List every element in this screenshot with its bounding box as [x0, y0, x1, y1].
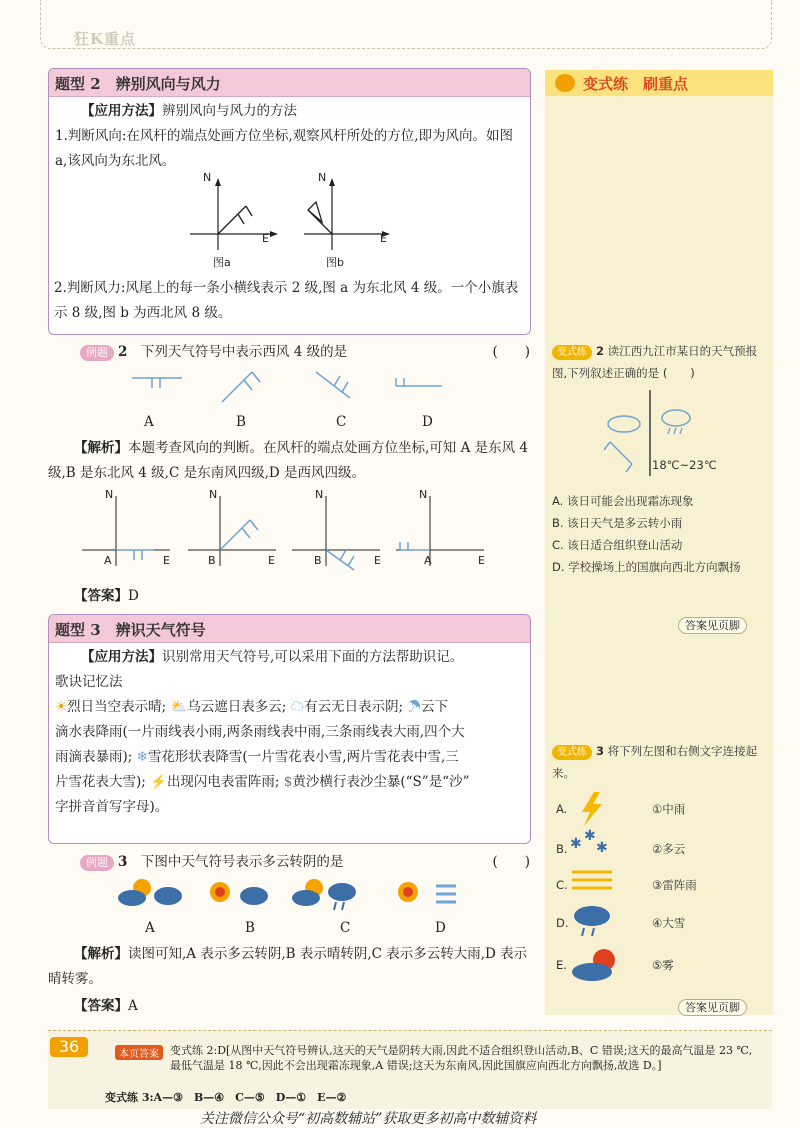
- v2-answer-button-label: 答案见页脚: [678, 617, 747, 634]
- v3-word-3: ③雷阵雨: [652, 878, 697, 892]
- ex3-question: 下图中天气符号表示多云转阴的是: [140, 854, 344, 870]
- ex3-answer-row: [74, 994, 138, 1019]
- ex2-analysis: 本题考查风向的判断。在风杆的端点处画方位坐标,可知 A 是东风 4 级,B 是东北风 4 级,C 是东南风四级,D 是西风四级。: [48, 440, 529, 481]
- right-header-title: 变式练 刷重点: [583, 75, 689, 93]
- snowflakes-icon: [570, 828, 608, 856]
- ex3-option-d: D: [435, 920, 446, 936]
- ex2-fig4-e: E: [478, 554, 485, 567]
- type2-header: [49, 69, 530, 97]
- ex3-analysis-block: [48, 942, 530, 992]
- footer-answer-line1: 变式练 2:D[从图中天气符号辨认,这天的天气是阴转大雨,因此不适合组织登山活动,B、C 错误;这天的最高气温是 23 ℃,最低气温是 18 ℃,因此不会出现霜冻现象,A 错误;这天为东南风,因此国旗应向西北方向飘扬,故选 D。]: [170, 1044, 753, 1072]
- right-panel-header: [545, 70, 773, 96]
- ex2-num: 2: [118, 344, 128, 360]
- ex2-option-b: B: [236, 414, 246, 430]
- type3-line1: [55, 695, 524, 720]
- v3-answer-button-label: 答案见页脚: [678, 999, 747, 1016]
- lightning-icon: ⚡: [150, 774, 167, 790]
- partly-cloudy-icon: [572, 949, 615, 981]
- type3-line4b: 出现闪电表雷阵雨;: [166, 774, 280, 790]
- fig-a-e-label: E: [262, 232, 269, 245]
- v2-question-block: [552, 340, 766, 384]
- top-header-frame: [40, 0, 772, 49]
- type3-line2: 滴水表降雨(一片雨线表小雨,两条雨线表中雨,三条雨线表大雨,四个大: [55, 724, 465, 740]
- v2-options: [552, 490, 766, 578]
- ex2-option-c: C: [336, 414, 347, 430]
- page-number: 36: [50, 1037, 88, 1057]
- v2-tag: 变式练: [552, 345, 592, 360]
- type2-method-text: 辨别风向与风力的方法: [162, 103, 297, 119]
- fig-b-e-label: E: [380, 232, 387, 245]
- ex3-symbol-c: [292, 879, 356, 910]
- type3-header: [49, 615, 530, 643]
- v2-option-c: C. 该日适合组织登山活动: [552, 538, 683, 552]
- ex2-fig3-e: E: [374, 554, 381, 567]
- type3-line3b: 雪花形状表降雪(一片雪花表小雪,两片雪花表中雪,三: [147, 749, 459, 765]
- ex3-option-c: C: [340, 920, 351, 936]
- v2-num: 2: [596, 344, 605, 358]
- v2-option-d: D. 学校操场上的国旗向西北方向飘扬: [552, 560, 741, 574]
- ex2-analysis-label: 【解析】: [74, 440, 128, 456]
- partly-cloudy-icon: ⛅: [170, 699, 188, 715]
- sun-icon: ☀: [55, 699, 68, 715]
- svg-text:✱: ✱: [584, 828, 596, 844]
- ex3-answer: A: [128, 998, 138, 1014]
- type2-p2: 2.判断风力:风尾上的每一条小横线表示 2 级,图 a 为东北风 4 级。一个小旗表示 8 级,图 b 为西北风 8 级。: [54, 280, 519, 321]
- type3-method-text: 识别常用天气符号,可以采用下面的方法帮助识记。: [162, 649, 464, 665]
- footer-wechat-note: 关注微信公众号“初高数辅站”获取更多初高中数辅资料: [200, 1111, 537, 1127]
- ex2-fig2-n: N: [209, 488, 218, 501]
- v3-tag: 变式练: [552, 745, 592, 760]
- v3-word-2: ②多云: [652, 842, 686, 856]
- ex3-analysis-label: 【解析】: [74, 946, 128, 962]
- fig-b-n-label: N: [318, 171, 327, 184]
- ex3-option-b: B: [245, 920, 255, 936]
- type3-line1b: 乌云遮日表多云;: [187, 699, 287, 715]
- ex2-fig4-n: N: [419, 488, 428, 501]
- ex2-fig1-n: N: [105, 488, 114, 501]
- type2-title: 题型 2 辨别风向与风力: [55, 75, 221, 93]
- v3-letter-b: B.: [556, 842, 568, 856]
- ex3-answer-label: 【答案】: [74, 998, 128, 1014]
- v3-letter-d: D.: [556, 916, 569, 930]
- type3-line1d: 云下: [421, 699, 448, 715]
- ex2-answer-label: 【答案】: [74, 588, 128, 604]
- v3-num: 3: [596, 744, 605, 758]
- type3-line1c: 有云无日表示阴;: [304, 699, 404, 715]
- moderate-rain-icon: [574, 906, 610, 936]
- v3-word-5: ⑤雾: [652, 958, 674, 972]
- rain-cloud-icon: ☂: [407, 699, 421, 715]
- ex2-answer-row: [74, 584, 139, 609]
- type3-line5: 字拼音首写字母)。: [55, 799, 169, 815]
- v3-question-block: [552, 740, 766, 784]
- type3-line4: [55, 770, 524, 795]
- fig-a-n-label: N: [203, 171, 212, 184]
- type3-box: [48, 614, 531, 844]
- ex3-symbol-a: [118, 879, 182, 906]
- cloud-icon: ☁: [290, 699, 305, 715]
- ex2-paren: ( ): [492, 344, 530, 360]
- v3-letter-c: C.: [556, 878, 568, 892]
- v3-letter-a: A.: [556, 802, 568, 816]
- type2-p1: 1.判断风向:在风杆的端点处画方位坐标,观察风杆所处的方位,即为风向。如图 a,该风向为东北风。: [55, 128, 514, 169]
- ex2-answer: D: [128, 588, 139, 604]
- v2-temp: 18℃~23℃: [652, 458, 717, 472]
- ex2-fig2-b: B: [208, 554, 216, 567]
- right-header-icon: [555, 74, 575, 92]
- symbol-b: [222, 372, 260, 402]
- v2-option-a: A. 该日可能会出现霜冻现象: [552, 494, 694, 508]
- ex2-symbols: [130, 368, 450, 408]
- type3-line4a: 片雪花表大雪);: [55, 774, 146, 790]
- v2-answer-button[interactable]: [678, 614, 747, 633]
- svg-text:✱: ✱: [596, 840, 608, 856]
- type3-line3a: 雨滴表暴雨);: [55, 749, 133, 765]
- ex2-option-a: A: [144, 414, 154, 430]
- ex2-fig3-n: N: [315, 488, 324, 501]
- ex2-fig2-e: E: [268, 554, 275, 567]
- footer-answer-tag: 本页答案: [115, 1045, 163, 1060]
- ex3-symbols: [112, 874, 472, 914]
- type3-method-label: 【应用方法】: [81, 649, 162, 665]
- ex3-num: 3: [118, 854, 128, 870]
- svg-text:✱: ✱: [570, 836, 582, 852]
- ex3-symbol-d: [398, 882, 456, 902]
- ex3-paren: ( ): [492, 854, 530, 870]
- type3-line1a: 烈日当空表示晴;: [67, 699, 167, 715]
- ex3-tag: 例题: [80, 855, 114, 871]
- header-logo: 狂K重点: [74, 30, 137, 48]
- v3-symbols: [568, 790, 628, 986]
- type3-title: 题型 3 辨识天气符号: [55, 621, 206, 639]
- symbol-c: [316, 372, 350, 398]
- sandstorm-icon: $: [283, 774, 293, 790]
- ex3-question-row: [80, 850, 530, 875]
- v3-answer-button[interactable]: [678, 996, 747, 1015]
- ex2-fig1-a: A: [104, 554, 112, 567]
- ex3-analysis: 读图可知,A 表示多云转阴,B 表示晴转阴,C 表示多云转大雨,D 表示晴转雾。: [48, 946, 528, 987]
- snowflake-icon: ❄: [136, 749, 148, 765]
- footer-answer-line2: 变式练 3:A—③ B—④ C—⑤ D—① E—②: [105, 1091, 347, 1104]
- fog-icon: [572, 872, 612, 888]
- fig-b-caption: 图b: [326, 256, 344, 269]
- type3-line3: [55, 745, 524, 770]
- v2-paren: ( ): [662, 366, 695, 380]
- fig-a-caption: 图a: [213, 256, 231, 269]
- v3-word-4: ④大雪: [652, 916, 686, 930]
- ex3-option-a: A: [145, 920, 155, 936]
- ex2-fig3-b: B: [314, 554, 322, 567]
- type3-mnemonic-title: 歌诀记忆法: [55, 674, 123, 690]
- ex2-analysis-block: [48, 436, 530, 486]
- v2-option-b: B. 该日天气是多云转小雨: [552, 516, 683, 530]
- figure-b: [304, 178, 390, 250]
- v3-word-1: ①中雨: [652, 802, 686, 816]
- symbol-d: [396, 378, 442, 386]
- ex2-tag: 例题: [80, 345, 114, 361]
- v3-question: 将下列左图和右侧文字连接起来。: [552, 744, 758, 780]
- ex2-question: 下列天气符号中表示西风 4 级的是: [140, 344, 348, 360]
- v2-question: 读江西九江市某日的天气预报图,下列叙述正确的是: [552, 344, 758, 380]
- lightning-icon: [582, 792, 602, 826]
- ex2-analysis-figures: [70, 488, 510, 578]
- symbol-a: [132, 378, 182, 388]
- type2-method-label: 【应用方法】: [81, 103, 162, 119]
- v3-letter-e: E.: [556, 958, 567, 972]
- ex2-option-d: D: [422, 414, 433, 430]
- ex3-symbol-b: [210, 882, 268, 905]
- ex2-question-row: [80, 340, 530, 365]
- ex2-fig1-e: E: [163, 554, 170, 567]
- ex2-fig4-a: A: [424, 554, 432, 567]
- type3-line4c: 黄沙横行表沙尘暴(“S”是“沙”: [292, 774, 470, 790]
